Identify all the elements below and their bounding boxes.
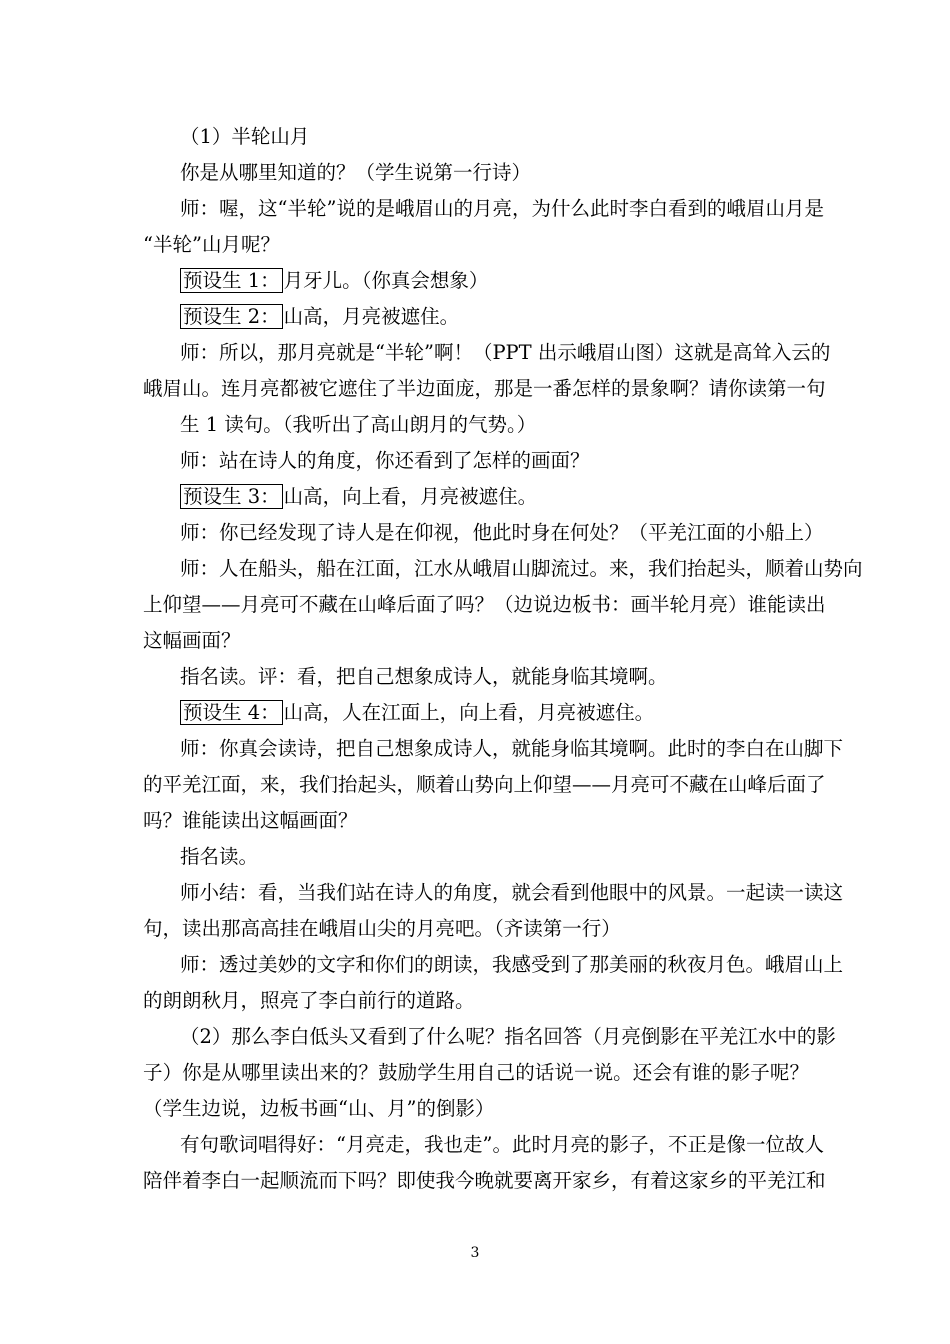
text-line: （学生边说，边板书画“山、月”的倒影） <box>143 1097 495 1120</box>
text-line: （1）半轮山月 <box>180 125 310 148</box>
text-line: 师：所以，那月亮就是“半轮”啊！（PPT 出示峨眉山图）这就是高耸入云的 <box>180 341 831 364</box>
text-line: 有句歌词唱得好：“月亮走，我也走”。此时月亮的影子，不正是像一位故人 <box>180 1133 824 1156</box>
text-line: 师：喔，这“半轮”说的是峨眉山的月亮，为什么此时李白看到的峨眉山月是 <box>180 197 824 220</box>
page-number: 3 <box>470 1245 480 1261</box>
text-line <box>180 701 846 725</box>
text-span: 山高，向上看，月亮被遮住。 <box>283 485 538 508</box>
preset-label-box: 预设生 4： <box>180 700 283 725</box>
preset-label-box: 预设生 1： <box>180 268 283 293</box>
text-line: （2）那么李白低头又看到了什么呢？指名回答（月亮倒影在平羌江水中的影 <box>180 1025 836 1048</box>
text-line: 你是从哪里知道的？（学生说第一行诗） <box>180 161 532 184</box>
preset-label-box: 预设生 3： <box>180 484 283 509</box>
text-line: 师：你真会读诗，把自己想象成诗人，就能身临其境啊。此时的李白在山脚下 <box>180 737 844 760</box>
text-line: 这幅画面？ <box>143 629 241 652</box>
text-span: 山高，月亮被遮住。 <box>283 305 460 328</box>
text-line: 吗？谁能读出这幅画面？ <box>143 809 358 832</box>
text-line: 师小结：看，当我们站在诗人的角度，就会看到他眼中的风景。一起读一读这 <box>180 881 844 904</box>
text-line: 生 1 读句。（我听出了高山朗月的气势。） <box>180 413 537 436</box>
text-line: “半轮”山月呢？ <box>143 233 280 256</box>
text-line: 师：站在诗人的角度，你还看到了怎样的画面？ <box>180 449 590 472</box>
text-line: 上仰望——月亮可不藏在山峰后面了吗？（边说边板书：画半轮月亮）谁能读出 <box>143 593 826 616</box>
text-line: 师：透过美妙的文字和你们的朗读，我感受到了那美丽的秋夜月色。峨眉山上 <box>180 953 844 976</box>
text-line: 峨眉山。连月亮都被它遮住了半边面庞，那是一番怎样的景象啊？请你读第一句 <box>143 377 826 400</box>
text-line: 师：你已经发现了诗人是在仰视，他此时身在何处？（平羌江面的小船上） <box>180 521 824 544</box>
text-line <box>180 269 846 293</box>
text-span: 月牙儿。（你真会想象） <box>283 269 489 292</box>
text-line: 师：人在船头，船在江面，江水从峨眉山脚流过。来，我们抬起头，顺着山势向 <box>180 557 863 580</box>
text-line <box>180 305 846 329</box>
text-line: 的朗朗秋月，照亮了李白前行的道路。 <box>143 989 475 1012</box>
text-line <box>180 485 846 509</box>
text-line: 陪伴着李白一起顺流而下吗？即使我今晚就要离开家乡，有着这家乡的平羌江和 <box>143 1169 826 1192</box>
text-line: 句，读出那高高挂在峨眉山尖的月亮吧。（齐读第一行） <box>143 917 621 940</box>
preset-label-box: 预设生 2： <box>180 304 283 329</box>
text-line: 指名读。 <box>180 845 259 868</box>
text-span: 山高，人在江面上，向上看，月亮被遮住。 <box>283 701 655 724</box>
text-line: 子）你是从哪里读出来的？鼓励学生用自己的话说一说。还会有谁的影子呢？ <box>143 1061 809 1084</box>
text-line: 的平羌江面，来，我们抬起头，顺着山势向上仰望——月亮可不藏在山峰后面了 <box>143 773 826 796</box>
text-line: 指名读。评：看，把自己想象成诗人，就能身临其境啊。 <box>180 665 668 688</box>
